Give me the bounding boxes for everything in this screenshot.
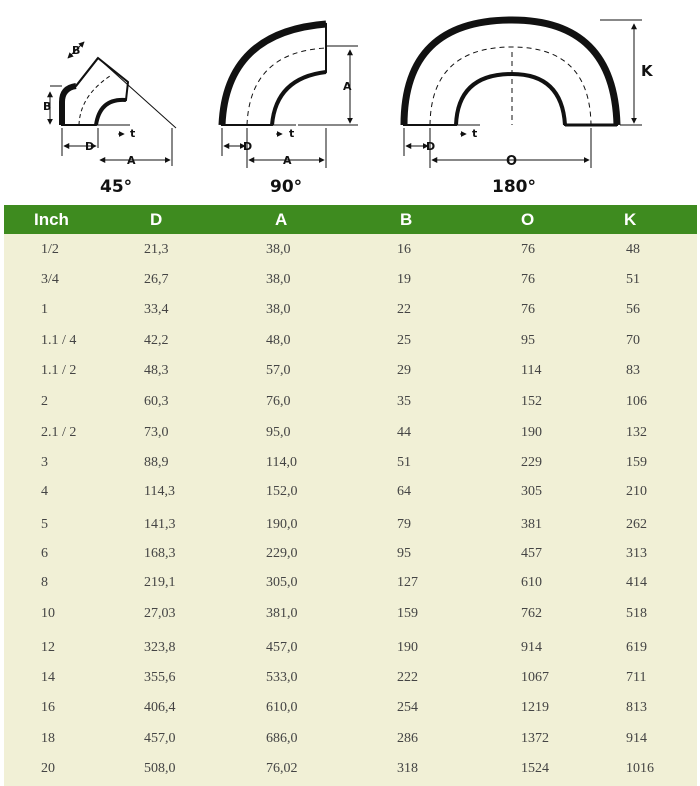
cell-inch: 3/4 (41, 272, 59, 287)
table-row (4, 265, 697, 295)
cell-d: 26,7 (144, 272, 169, 287)
elbow-45-angle-label: 45° (100, 177, 133, 197)
cell-a: 76,02 (266, 761, 298, 776)
cell-inch: 6 (41, 546, 48, 561)
cell-a: 57,0 (266, 363, 291, 378)
elbow-45-diagram (43, 42, 176, 197)
cell-b: 64 (397, 484, 411, 499)
cell-o: 95 (521, 333, 535, 348)
cell-d: 33,4 (144, 302, 169, 317)
table-row (4, 418, 697, 448)
header-o: O (521, 210, 535, 229)
cell-b: 25 (397, 333, 411, 348)
table-row (4, 539, 697, 569)
cell-o: 76 (521, 242, 535, 257)
cell-d: 73,0 (144, 425, 169, 440)
cell-a: 610,0 (266, 700, 298, 715)
cell-k: 106 (626, 394, 647, 409)
cell-d: 141,3 (144, 517, 176, 532)
cell-b: 29 (397, 363, 411, 378)
elbow-90-label-a: A (283, 154, 292, 167)
cell-d: 48,3 (144, 363, 169, 378)
cell-o: 190 (521, 425, 542, 440)
elbow-90-label-t: t (289, 127, 295, 140)
elbow-90-label-a-side: A (343, 80, 352, 93)
table-row (4, 510, 697, 540)
elbow-90-angle-label: 90° (270, 177, 303, 197)
cell-o: 381 (521, 517, 542, 532)
cell-d: 88,9 (144, 455, 169, 470)
table-row (4, 633, 697, 663)
cell-k: 313 (626, 546, 647, 561)
cell-o: 762 (521, 606, 542, 621)
cell-o: 610 (521, 575, 542, 590)
cell-b: 159 (397, 606, 418, 621)
table-row (4, 568, 697, 598)
cell-a: 190,0 (266, 517, 298, 532)
cell-k: 132 (626, 425, 647, 440)
cell-inch: 18 (41, 731, 55, 746)
table-row (4, 448, 697, 478)
cell-k: 262 (626, 517, 647, 532)
cell-d: 42,2 (144, 333, 169, 348)
cell-inch: 1.1 / 2 (41, 363, 77, 378)
cell-a: 95,0 (266, 425, 291, 440)
cell-a: 229,0 (266, 546, 298, 561)
cell-b: 95 (397, 546, 411, 561)
header-b: B (400, 210, 413, 229)
cell-a: 533,0 (266, 670, 298, 685)
elbow-90-diagram (222, 24, 358, 197)
cell-k: 159 (626, 455, 647, 470)
table-row (4, 326, 697, 356)
elbow-45-label-t: t (130, 127, 136, 140)
cell-b: 286 (397, 731, 418, 746)
cell-a: 457,0 (266, 640, 298, 655)
table-header-row (4, 205, 697, 234)
cell-k: 619 (626, 640, 647, 655)
cell-o: 152 (521, 394, 542, 409)
elbow-180-angle-label: 180° (492, 177, 536, 197)
cell-d: 406,4 (144, 700, 176, 715)
cell-inch: 10 (41, 606, 55, 621)
elbow-45-label-b-side: B (43, 100, 52, 113)
cell-inch: 12 (41, 640, 55, 655)
header-d: D (150, 210, 163, 229)
cell-o: 1219 (521, 700, 549, 715)
cell-inch: 8 (41, 575, 48, 590)
cell-o: 1372 (521, 731, 549, 746)
table-row (4, 693, 697, 723)
cell-o: 305 (521, 484, 542, 499)
table-row (4, 663, 697, 693)
cell-k: 518 (626, 606, 647, 621)
cell-a: 305,0 (266, 575, 298, 590)
table-row (4, 387, 697, 417)
cell-k: 83 (626, 363, 640, 378)
cell-o: 114 (521, 363, 542, 378)
elbow-90-label-d: D (243, 140, 253, 153)
cell-b: 19 (397, 272, 411, 287)
cell-a: 381,0 (266, 606, 298, 621)
cell-a: 48,0 (266, 333, 291, 348)
elbow-45-label-a: A (127, 154, 136, 167)
cell-b: 222 (397, 670, 418, 685)
cell-inch: 4 (41, 484, 48, 499)
cell-o: 914 (521, 640, 542, 655)
cell-inch: 2 (41, 394, 48, 409)
cell-inch: 16 (41, 700, 55, 715)
cell-k: 56 (626, 302, 640, 317)
cell-d: 114,3 (144, 484, 175, 499)
cell-b: 254 (397, 700, 418, 715)
cell-inch: 2.1 / 2 (41, 425, 77, 440)
cell-o: 1067 (521, 670, 549, 685)
cell-b: 79 (397, 517, 411, 532)
cell-b: 16 (397, 242, 411, 257)
cell-d: 60,3 (144, 394, 169, 409)
elbow-180-label-d: D (426, 140, 436, 153)
elbow-45-label-d: D (85, 140, 95, 153)
elbow-180-diagram (404, 20, 654, 197)
cell-a: 686,0 (266, 731, 298, 746)
cell-k: 51 (626, 272, 640, 287)
elbow-diagrams-svg (0, 0, 700, 205)
cell-b: 127 (397, 575, 418, 590)
cell-d: 355,6 (144, 670, 176, 685)
cell-inch: 14 (41, 670, 55, 685)
table-row (4, 235, 697, 265)
elbow-180-label-k: K (641, 62, 653, 80)
cell-a: 38,0 (266, 272, 291, 287)
cell-d: 21,3 (144, 242, 169, 257)
cell-d: 27,03 (144, 606, 176, 621)
elbow-180-label-t: t (472, 127, 478, 140)
elbow-180-label-o: O (506, 154, 518, 169)
cell-inch: 3 (41, 455, 48, 470)
cell-a: 38,0 (266, 302, 291, 317)
cell-d: 457,0 (144, 731, 176, 746)
cell-a: 76,0 (266, 394, 291, 409)
cell-k: 414 (626, 575, 647, 590)
cell-d: 219,1 (144, 575, 176, 590)
cell-b: 35 (397, 394, 411, 409)
cell-inch: 20 (41, 761, 55, 776)
cell-o: 76 (521, 272, 535, 287)
cell-k: 914 (626, 731, 647, 746)
cell-k: 711 (626, 670, 647, 685)
cell-d: 323,8 (144, 640, 176, 655)
cell-b: 44 (397, 425, 411, 440)
header-k: K (624, 210, 637, 229)
cell-b: 190 (397, 640, 418, 655)
cell-k: 813 (626, 700, 647, 715)
table-row (4, 724, 697, 754)
header-inch: Inch (34, 210, 69, 229)
cell-inch: 1/2 (41, 242, 59, 257)
elbow-45-label-b-top: B (72, 44, 81, 57)
table-row (4, 599, 697, 629)
cell-o: 229 (521, 455, 542, 470)
cell-inch: 1.1 / 4 (41, 333, 77, 348)
cell-o: 457 (521, 546, 542, 561)
cell-k: 1016 (626, 761, 654, 776)
cell-b: 318 (397, 761, 418, 776)
cell-o: 76 (521, 302, 535, 317)
header-a: A (275, 210, 288, 229)
cell-k: 210 (626, 484, 647, 499)
dimensions-table (4, 205, 697, 786)
cell-a: 152,0 (266, 484, 298, 499)
cell-d: 508,0 (144, 761, 176, 776)
table-row (4, 754, 697, 784)
cell-a: 38,0 (266, 242, 291, 257)
cell-d: 168,3 (144, 546, 176, 561)
table-row (4, 356, 697, 386)
cell-k: 70 (626, 333, 640, 348)
cell-inch: 1 (41, 302, 48, 317)
cell-k: 48 (626, 242, 640, 257)
cell-b: 22 (397, 302, 411, 317)
table-row (4, 295, 697, 325)
cell-b: 51 (397, 455, 411, 470)
cell-inch: 5 (41, 517, 48, 532)
table-row (4, 477, 697, 507)
cell-a: 114,0 (266, 455, 297, 470)
cell-o: 1524 (521, 761, 549, 776)
elbow-diagrams (0, 0, 700, 205)
